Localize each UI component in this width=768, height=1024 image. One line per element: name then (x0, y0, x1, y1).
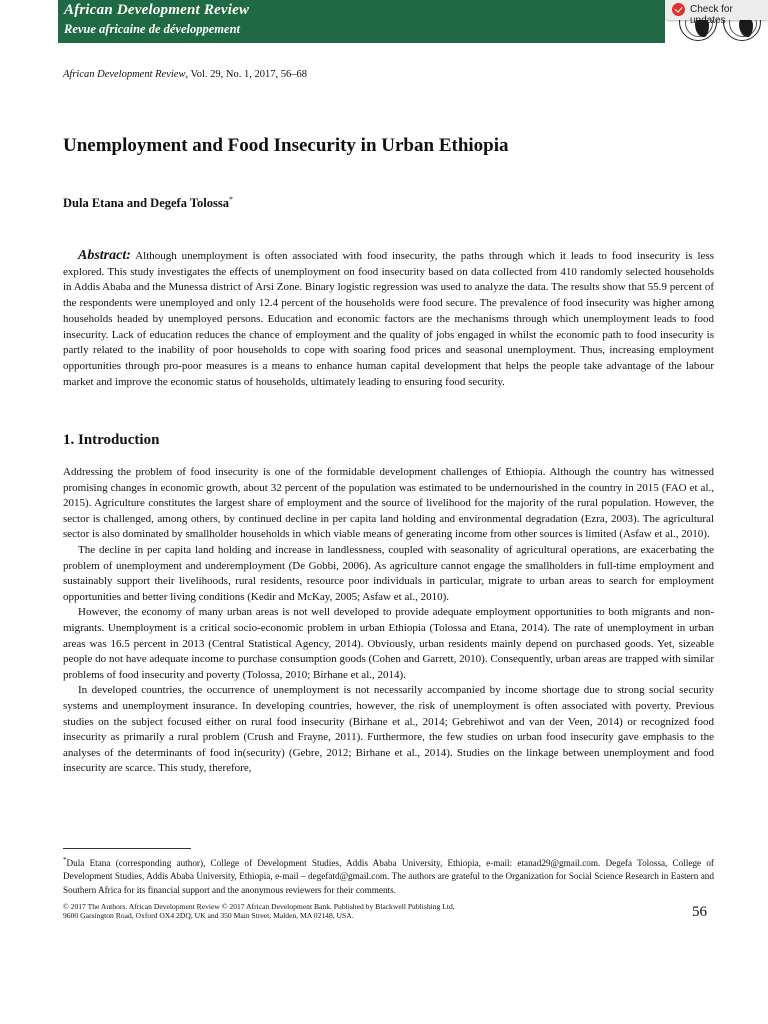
introduction-body (63, 465, 714, 777)
journal-title-en: African Development Review (64, 2, 250, 18)
abstract-text: Although unemployment is often associated with food insecurity, the paths through which it leads to food insecurity is less explored. This study investigates the effects of unemployment on food insecurity based on data collected from 410 randomly selected households in Addis Ababa and the Munessa district of Arsi Zone. Binary logistic regression was used to analyze the data. The results show that 55.9 percent of the respondents were unemployed and only 12.4 percent of the households were food secure. The prevalence of food insecurity was higher among households headed by unemployed persons. Education and economic factors are the mechanisms through which unemployment leads to food insecurity. Lack of education reduces the chance of employment and the quality of jobs engaged in whilst the economic path to food insecurity is partly related to the inability of poor households to cope with soaring food prices and seasonal unemployment. Thus, increasing employment opportunities through pro-poor measures is a means to enhance human capital development that helps the people take advantage of the labour market and improve the economic status of households, ultimately leading to ensuring food security. (63, 250, 714, 388)
body-paragraph: However, the economy of many urban areas is not well developed to provide adequate employment opportunities to both migrants and non-migrants. Unemployment is a critical socio-economic problem in urban Ethiopia (Tolossa and Etana, 2014). The rate of unemployment in urban areas was 16.5 percent in 2013 (Central Statistical Agency, 2014). Obviously, urban residents mainly depend on purchased goods. Yet, sizeable people do not have adequate income to purchase consumption goods (Cohen and Garrett, 2010). Consequently, urban areas are trapped with similar problems of food insecurity and poverty (Tolossa, 2010; Birhane et al., 2014). (63, 606, 714, 681)
citation-line (63, 69, 307, 80)
copyright-line-2: 9600 Garsington Road, Oxford OX4 2DQ, UK and 350 Main Street, Malden, MA 02148, USA. (63, 911, 354, 921)
body-paragraph: The decline in per capita land holding and increase in landlessness, coupled with seasonality of agricultural operations, are exacerbating the problem of unemployment and underemployment (De Gobbi, 2006). As agriculture cannot engage the smallholders in full-time employment and sustainably support their livelihoods, rural residents, resource poor individuals in particular, migrate to urban areas to search for employment opportunities and better living conditions (Kedir and McKay, 2005; Asfaw et al., 2010). (63, 543, 714, 603)
journal-title-fr: Revue africaine de développement (64, 22, 240, 36)
copyright-notice (63, 902, 623, 921)
abstract (63, 248, 714, 390)
journal-banner (58, 0, 714, 43)
check-for-updates-label: Check for updates (690, 4, 733, 26)
citation-journal: African Development Review (63, 69, 186, 80)
citation-details: , Vol. 29, No. 1, 2017, 56–68 (185, 69, 307, 80)
footnote-rule (63, 848, 191, 849)
body-paragraph: In developed countries, the occurrence of unemployment is not necessarily accompanied by income shortage due to strong social security systems and unemployment insurance. In developing countries, however, the risk of unemployment is often associated with poverty. Previous studies on the subject focused either on rural food insecurity (Birhane et al., 2014; Gebrehiwot and van der Veen, 2014) or recognized food insecurity as primarily a rural problem (Crush and Frayne, 2011). Furthermore, the few studies on urban food insecurity gave emphasis to the analyses of the determinants of food in(security) (Gebre, 2012; Birhane et al., 2014). Studies on the linkage between unemployment and food insecurity are scarce. This study, therefore, (63, 684, 714, 775)
abstract-label: Abstract: (78, 248, 131, 263)
footnote-text: Dula Etana (corresponding author), College of Development Studies, Addis Ababa University, Ethiopia, e-mail: etanad29@gmail.com. Degefa Tolossa, College of Development Studies, Addis Ababa University, Ethiopia, e-mail – degefatd@gmail.com. The authors are grateful to the Organization for Social Science Research in Eastern and Southern Africa for its financial support and the anonymous reviewers for their comments. (63, 858, 714, 895)
article-title: Unemployment and Food Insecurity in Urban Ethiopia (63, 135, 509, 156)
body-paragraph: Addressing the problem of food insecurity is one of the formidable development challenges of Ethiopia. Although the country has witnessed promising changes in economic growth, about 32 percent of the population was estimated to be undernourished in the country in 2015 (FAO et al., 2015). Agriculture constitutes the largest share of employment and the source of livelihood for the majority of the rural population. However, the sector is challenged, among others, by continued decline in per capita land holding and environmental degradation (Ezra, 2003). The agricultural sector is also dominated by smallholder households in which viable means of generating income from other sources is limited (Asfaw et al., 2010). (63, 466, 714, 541)
check-updates-icon (672, 3, 685, 16)
footnote (63, 854, 714, 897)
copyright-line-1: © 2017 The Authors. African Development Review © 2017 African Development Bank. Published by Blackwell Publishing Ltd, (63, 902, 455, 911)
page-number: 56 (692, 904, 707, 920)
section-heading-introduction: 1. Introduction (63, 432, 160, 448)
article-authors (63, 195, 233, 211)
footnote-mark: * (63, 856, 67, 864)
check-for-updates-button[interactable] (665, 0, 768, 26)
author-names: Dula Etana and Degefa Tolossa (63, 196, 230, 211)
author-footnote-mark[interactable]: * (229, 195, 234, 204)
